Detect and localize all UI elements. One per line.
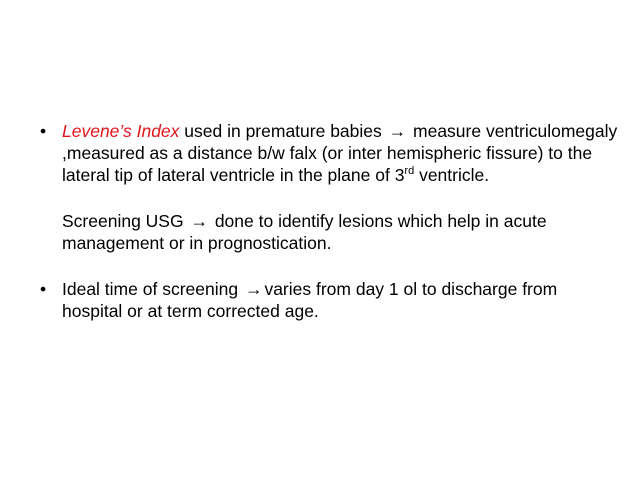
text-segment: Screening USG bbox=[62, 211, 189, 231]
superscript-ordinal: rd bbox=[404, 165, 415, 178]
right-arrow-icon: → bbox=[190, 211, 208, 231]
text-segment: Ideal time of screening bbox=[62, 279, 243, 299]
bullet-marker: • bbox=[40, 121, 47, 141]
bullet-levenes-index bbox=[40, 120, 620, 186]
text-segment: done to identify lesions which help in acute management or in prognostication. bbox=[62, 211, 547, 253]
right-arrow-icon: → bbox=[388, 121, 407, 141]
bullet-ideal-time bbox=[40, 278, 620, 322]
text-segment: measure ventriculomegaly ,measured as a distance b/w falx (or inter hemispheric fissure) to the lateral tip of lateral ventricle in the plane of 3 bbox=[62, 121, 618, 185]
right-arrow-icon: → bbox=[244, 279, 263, 299]
emphasized-term: Levene’s Index bbox=[62, 121, 180, 141]
bullet-marker: • bbox=[40, 279, 47, 299]
text-segment: varies from day 1 ol to discharge from hospital or at term corrected age. bbox=[62, 279, 558, 321]
text-segment: ventricle. bbox=[414, 165, 490, 185]
slide-body bbox=[40, 120, 620, 322]
paragraph-screening-usg bbox=[40, 210, 620, 254]
text-segment: used in premature babies bbox=[179, 121, 387, 141]
